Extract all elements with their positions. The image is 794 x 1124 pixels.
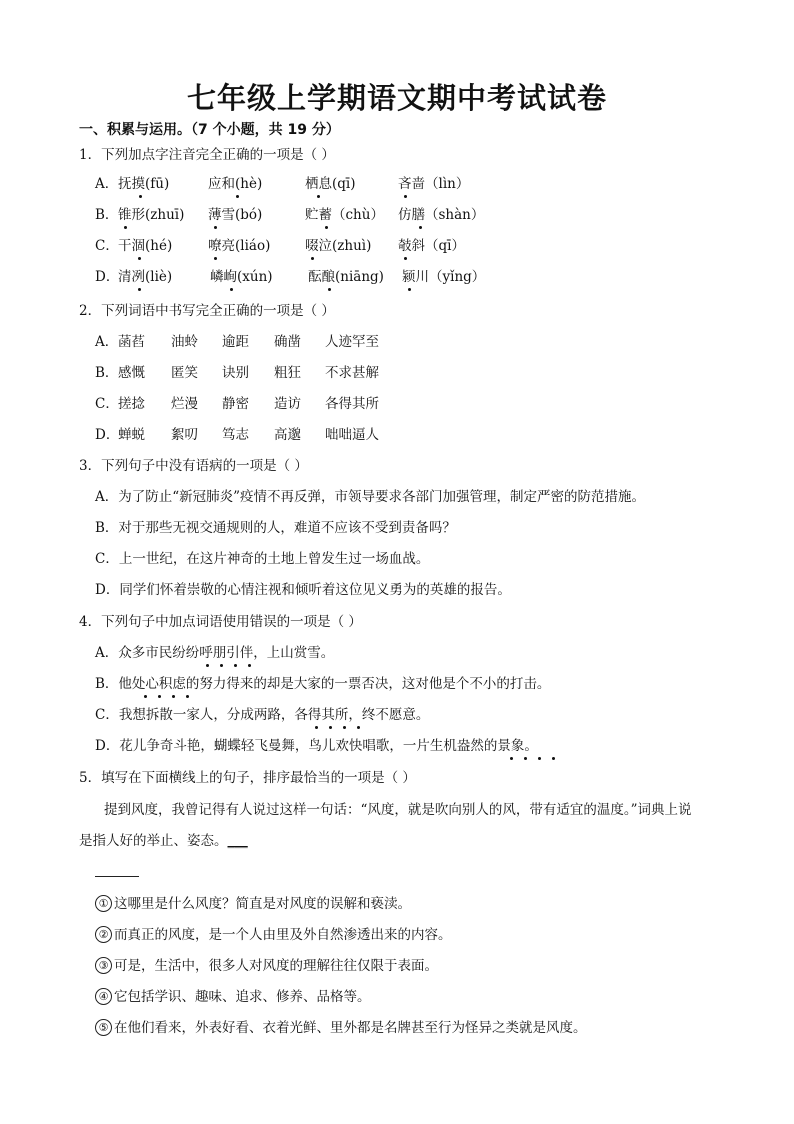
sentence-option-2 bbox=[95, 925, 452, 945]
option-word: 人迹罕至 bbox=[325, 334, 379, 350]
option-label: C． bbox=[95, 238, 119, 254]
q4-option-d[interactable]: D．花儿争奇斗艳，蝴蝶轻飞曼舞，鸟儿欢快唱歌，一片生机盎然的景象。 bbox=[95, 738, 538, 754]
option-item: 清冽(liè) bbox=[118, 269, 173, 285]
emphasis-dot bbox=[248, 664, 251, 667]
emphasis-dot bbox=[214, 226, 217, 229]
emphasis-dot bbox=[139, 195, 142, 198]
option-item: 干涸(hé) bbox=[118, 238, 173, 254]
emphasis-dot bbox=[328, 288, 331, 291]
emphasis-dot bbox=[538, 757, 541, 760]
option-label: D． bbox=[95, 427, 120, 443]
option-word: 蝉蜕 bbox=[118, 427, 145, 443]
emphasis-dot bbox=[138, 257, 141, 260]
emphasis-dot bbox=[234, 664, 237, 667]
emphasis-dot bbox=[329, 726, 332, 729]
option-item: 嶙峋(xún) bbox=[210, 269, 273, 285]
option-word: 菡萏 bbox=[118, 334, 145, 350]
sentence-text: 它包括学识、趣味、追求、修养、品格等。 bbox=[114, 989, 371, 1005]
page-title: 七年级上学期语文期中考试试卷 bbox=[186, 81, 607, 115]
option-word: 感慨 bbox=[118, 365, 145, 381]
answer-blank-line bbox=[95, 876, 139, 877]
emphasis-dot bbox=[357, 726, 360, 729]
emphasis-dot bbox=[138, 288, 141, 291]
circled-number: ② bbox=[95, 926, 112, 943]
emphasis-dot bbox=[552, 757, 555, 760]
emphasis-dot bbox=[236, 195, 239, 198]
emphasis-dot bbox=[404, 195, 407, 198]
emphasis-dot bbox=[419, 226, 422, 229]
emphasis-dot bbox=[124, 226, 127, 229]
option-word: 咄咄逼人 bbox=[325, 427, 379, 443]
question-2-stem: 2．下列词语中书写完全正确的一项是（ ） bbox=[79, 303, 335, 319]
option-label: B． bbox=[95, 207, 119, 223]
option-item: 吝啬（lìn） bbox=[398, 176, 470, 192]
circled-number: ④ bbox=[95, 988, 112, 1005]
emphasis-dot bbox=[186, 695, 189, 698]
option-word: 逾距 bbox=[222, 334, 249, 350]
sentence-text: 这哪里是什么风度？简直是对风度的误解和亵渎。 bbox=[114, 896, 411, 912]
emphasis-dot bbox=[343, 726, 346, 729]
circled-number: ⑤ bbox=[95, 1019, 112, 1036]
passage-text: 是指人好的举止、姿态。 bbox=[79, 833, 228, 849]
answer-blank[interactable]: ___ bbox=[227, 833, 248, 849]
sentence-text: 在他们看来，外表好看、衣着光鲜、里外都是名牌甚至行为怪异之类就是风度。 bbox=[114, 1020, 587, 1036]
option-label: C． bbox=[95, 396, 119, 412]
sentence-option-1 bbox=[95, 894, 411, 914]
option-label: A． bbox=[95, 334, 119, 350]
emphasis-dot bbox=[144, 695, 147, 698]
option-word: 匿笑 bbox=[171, 365, 198, 381]
circled-number: ① bbox=[95, 895, 112, 912]
option-item: 颍川（yǐng） bbox=[402, 269, 486, 285]
q3-option-a[interactable]: A．为了防止“新冠肺炎”疫情不再反弹，市领导要求各部门加强管理，制定严密的防范措施。 bbox=[95, 489, 646, 505]
q4-option-b[interactable]: B．他处心积虑的努力得来的却是大家的一票否决，这对他是个不小的打击。 bbox=[95, 676, 551, 692]
emphasis-dot bbox=[325, 226, 328, 229]
sentence-option-4 bbox=[95, 987, 371, 1007]
q3-option-b[interactable]: B．对于那些无视交通规则的人，难道不应该不受到责备吗？ bbox=[95, 520, 456, 536]
sentence-text: 而真正的风度，是一个人由里及外自然渗透出来的内容。 bbox=[114, 927, 452, 943]
emphasis-dot bbox=[408, 288, 411, 291]
option-item: 栖息(qī) bbox=[305, 176, 356, 192]
option-word: 搓捻 bbox=[118, 396, 145, 412]
option-item: 攲斜（qī） bbox=[398, 238, 465, 254]
q3-option-d[interactable]: D．同学们怀着崇敬的心情注视和倾听着这位见义勇为的英雄的报告。 bbox=[95, 582, 511, 598]
option-word: 笃志 bbox=[222, 427, 249, 443]
option-word: 确凿 bbox=[274, 334, 301, 350]
emphasis-dot bbox=[230, 288, 233, 291]
option-item: 仿膳（shàn） bbox=[398, 207, 485, 223]
option-item: 啜泣(zhuì) bbox=[305, 238, 372, 254]
option-item: 酝酿(niāng) bbox=[308, 269, 384, 285]
option-word: 各得其所 bbox=[325, 396, 379, 412]
option-item: 应和(hè) bbox=[208, 176, 263, 192]
option-item: 抚摸(fū) bbox=[118, 176, 170, 192]
sentence-text: 可是，生活中，很多人对风度的理解往往仅限于表面。 bbox=[114, 958, 438, 974]
q3-option-c[interactable]: C．上一世纪，在这片神奇的土地上曾发生过一场血战。 bbox=[95, 551, 430, 567]
option-item: 锥形(zhuī) bbox=[118, 207, 185, 223]
option-label: A． bbox=[95, 176, 119, 192]
option-word: 静密 bbox=[222, 396, 249, 412]
sentence-option-5 bbox=[95, 1018, 587, 1038]
option-word: 不求甚解 bbox=[325, 365, 379, 381]
option-word: 油蛉 bbox=[171, 334, 198, 350]
emphasis-dot bbox=[404, 257, 407, 260]
emphasis-dot bbox=[206, 664, 209, 667]
option-word: 粗狂 bbox=[274, 365, 301, 381]
emphasis-dot bbox=[172, 695, 175, 698]
emphasis-dot bbox=[524, 757, 527, 760]
section-heading: 一、积累与运用。（7 个小题，共 19 分） bbox=[79, 122, 340, 138]
option-word: 造访 bbox=[274, 396, 301, 412]
option-item: 嘹亮(liáo) bbox=[208, 238, 271, 254]
emphasis-dot bbox=[158, 695, 161, 698]
emphasis-dot bbox=[214, 257, 217, 260]
emphasis-dot bbox=[315, 726, 318, 729]
option-word: 诀别 bbox=[222, 365, 249, 381]
emphasis-dot bbox=[311, 257, 314, 260]
option-word: 絮叨 bbox=[171, 427, 198, 443]
option-label: B． bbox=[95, 365, 119, 381]
option-word: 烂漫 bbox=[171, 396, 198, 412]
question-1-stem: 1．下列加点字注音完全正确的一项是（ ） bbox=[79, 147, 335, 163]
emphasis-dot bbox=[220, 664, 223, 667]
passage-line-2 bbox=[79, 831, 248, 851]
emphasis-dot bbox=[510, 757, 513, 760]
q4-option-c[interactable]: C．我想拆散一家人，分成两路，各得其所，终不愿意。 bbox=[95, 707, 430, 723]
passage-line: 提到风度，我曾记得有人说过这样一句话：“风度，就是吹向别人的风，带有适宜的温度。”词典上说 bbox=[104, 802, 692, 818]
question-3-stem: 3．下列句子中没有语病的一项是（ ） bbox=[79, 458, 308, 474]
question-5-stem: 5．填写在下面横线上的句子，排序最恰当的一项是（ ） bbox=[79, 770, 416, 786]
option-label: D． bbox=[95, 269, 120, 285]
option-item: 贮蓄（chù） bbox=[305, 207, 384, 223]
emphasis-dot bbox=[317, 195, 320, 198]
circled-number: ③ bbox=[95, 957, 112, 974]
option-word: 高邈 bbox=[274, 427, 301, 443]
question-4-stem: 4．下列句子中加点词语使用错误的一项是（ ） bbox=[79, 614, 362, 630]
sentence-option-3 bbox=[95, 956, 438, 976]
q4-option-a[interactable]: A．众多市民纷纷呼朋引伴，上山赏雪。 bbox=[95, 645, 335, 661]
option-item: 薄雪(bó) bbox=[208, 207, 263, 223]
